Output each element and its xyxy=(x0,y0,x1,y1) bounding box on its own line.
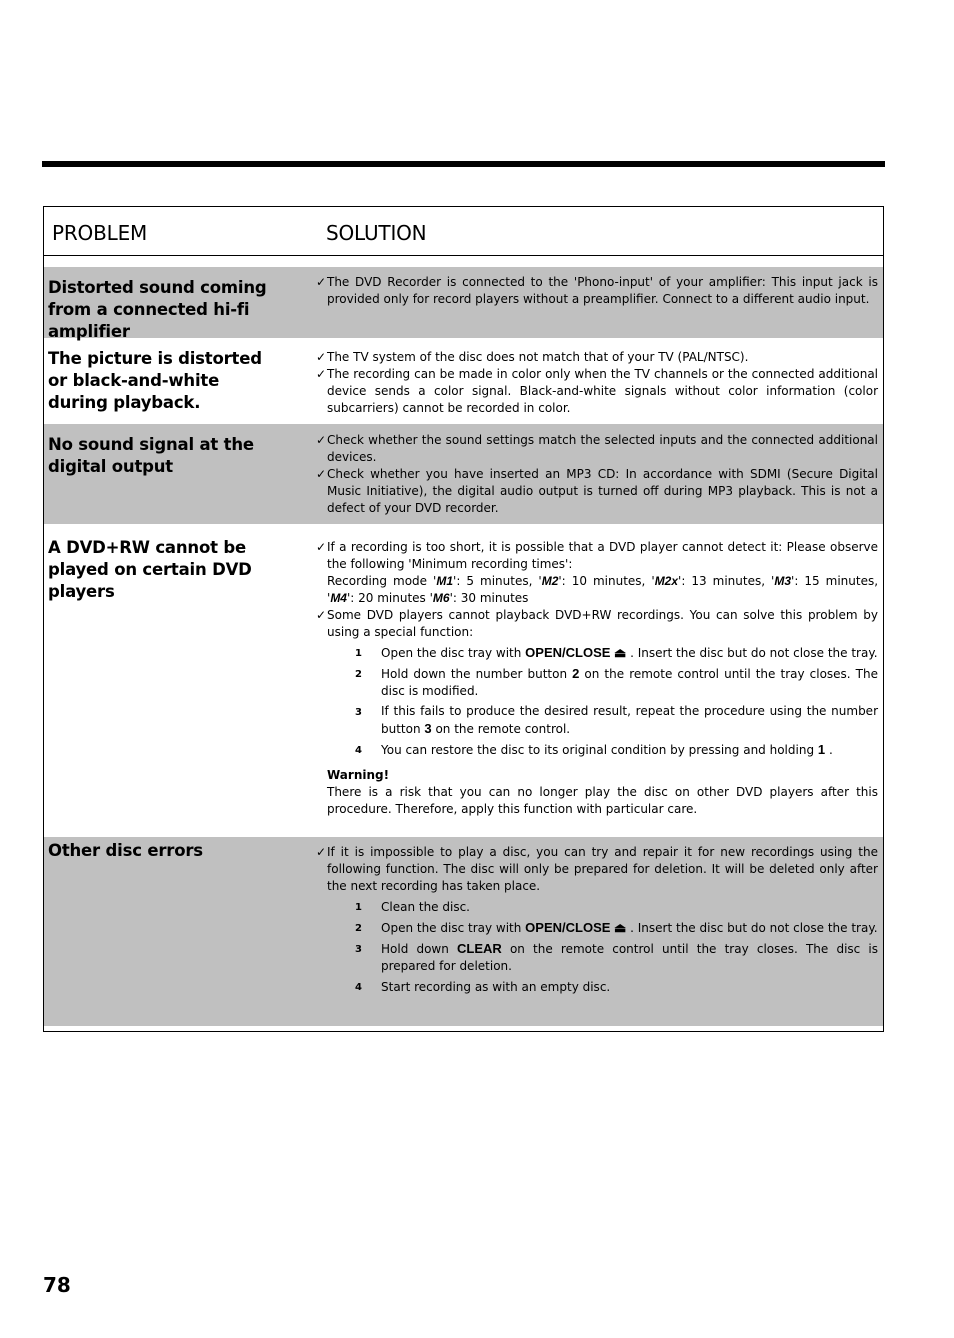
solution-item: ✓ Check whether you have inserted an MP3 CD: In accordance with SDMI (Secure Digital Music Initiative), the digital audio output is turned off during MP3 playback. This is not a defect of your DVD recorder. xyxy=(316,467,878,515)
solution-item: ✓ The TV system of the disc does not match that of your TV (PAL/NTSC). xyxy=(316,350,749,364)
top-rule xyxy=(42,161,885,167)
step-item: 4 You can restore the disc to its original condition by pressing and holding 1 . xyxy=(355,742,833,757)
problem-text: The picture is distorted or black-and-white during playback. xyxy=(48,349,262,412)
step-item: 3 Hold down CLEAR on the remote control until the tray closes. The disc is prepared for deletion. xyxy=(355,941,878,973)
check-icon: ✓ xyxy=(316,350,327,364)
problem-text: A DVD+RW cannot be played on certain DVD players xyxy=(48,538,252,601)
check-icon: ✓ xyxy=(316,845,327,859)
warning-title: Warning! xyxy=(327,768,390,782)
solution-cell xyxy=(316,432,878,517)
table-row xyxy=(44,524,883,837)
step-item: 4 Start recording as with an empty disc. xyxy=(355,980,611,994)
troubleshooting-table xyxy=(43,206,884,1032)
step-item: 3 If this fails to produce the desired result, repeat the procedure using the number button 3 on the remote control. xyxy=(355,704,878,736)
problem-text: No sound signal at the digital output xyxy=(48,435,254,476)
problem-text: Other disc errors xyxy=(48,841,203,860)
open-close-button-label: OPEN/CLOSE ⏏ xyxy=(525,920,627,935)
page-number: 78 xyxy=(43,1273,71,1297)
solution-item: ✓ If a recording is too short, it is possible that a DVD player cannot detect it: Please observe the following 'Minimum recording times': xyxy=(316,540,878,571)
solution-item: ✓ The recording can be made in color only when the TV channels or the connected additional device sends a color signal. Black-and-white signals without color information (color subcarriers) cannot be recorded in color. xyxy=(316,367,878,415)
table-row xyxy=(44,424,883,524)
table-row xyxy=(44,338,883,424)
check-icon: ✓ xyxy=(316,367,327,381)
solution-column-header: SOLUTION xyxy=(326,221,427,245)
minimum-recording-times: Recording mode 'M1': 5 minutes, 'M2': 10 minutes, 'M2x': 13 minutes, 'M3': 15 minutes, 'M4': 20 minutes 'M6': 30 minutes xyxy=(327,574,879,605)
warning-text: There is a risk that you can no longer play the disc on other DVD players after this procedure. Therefore, apply this function with particular care. xyxy=(327,785,878,816)
step-item: 2 Hold down the number button 2 on the remote control until the tray closes. The disc is modified. xyxy=(355,666,879,698)
solution-cell xyxy=(316,539,878,818)
solution-cell xyxy=(316,274,878,308)
step-item: 1 Clean the disc. xyxy=(355,900,470,914)
solution-cell xyxy=(316,349,878,417)
step-item: 1 Open the disc tray with OPEN/CLOSE ⏏ . Insert the disc but do not close the tray. xyxy=(355,645,878,660)
number-button-label: 1 xyxy=(817,742,826,757)
step-item: 2 Open the disc tray with OPEN/CLOSE ⏏ . Insert the disc but do not close the tray. xyxy=(355,920,878,935)
table-row xyxy=(44,267,883,341)
clear-button-label: CLEAR xyxy=(457,941,502,956)
check-icon: ✓ xyxy=(316,608,327,622)
problem-column-header: PROBLEM xyxy=(52,221,148,245)
number-button-label: 2 xyxy=(572,666,580,681)
solution-item: ✓ Some DVD players cannot playback DVD+RW recordings. You can solve this problem by using a special function: xyxy=(316,608,878,639)
solution-item: ✓ Check whether the sound settings match the selected inputs and the connected additional devices. xyxy=(316,433,878,464)
check-icon: ✓ xyxy=(316,540,327,554)
check-icon: ✓ xyxy=(316,433,327,447)
table-header xyxy=(44,207,883,256)
table-row xyxy=(44,837,883,1026)
solution-cell xyxy=(316,844,878,996)
check-icon: ✓ xyxy=(316,275,327,289)
number-button-label: 3 xyxy=(424,721,432,736)
solution-item: ✓ If it is impossible to play a disc, you can try and repair it for new recordings using the following function. The disc will only be prepared for deletion. It will be deleted only after the next recording has taken place. xyxy=(316,845,878,893)
check-icon: ✓ xyxy=(316,467,327,481)
solution-item: ✓ The DVD Recorder is connected to the 'Phono-input' of your amplifier: This input jack is provided only for record players without a preamplifier. Connect to a different audio input. xyxy=(316,275,878,306)
problem-text: Distorted sound coming from a connected hi-fi amplifier xyxy=(48,278,267,341)
open-close-button-label: OPEN/CLOSE ⏏ xyxy=(525,645,627,660)
